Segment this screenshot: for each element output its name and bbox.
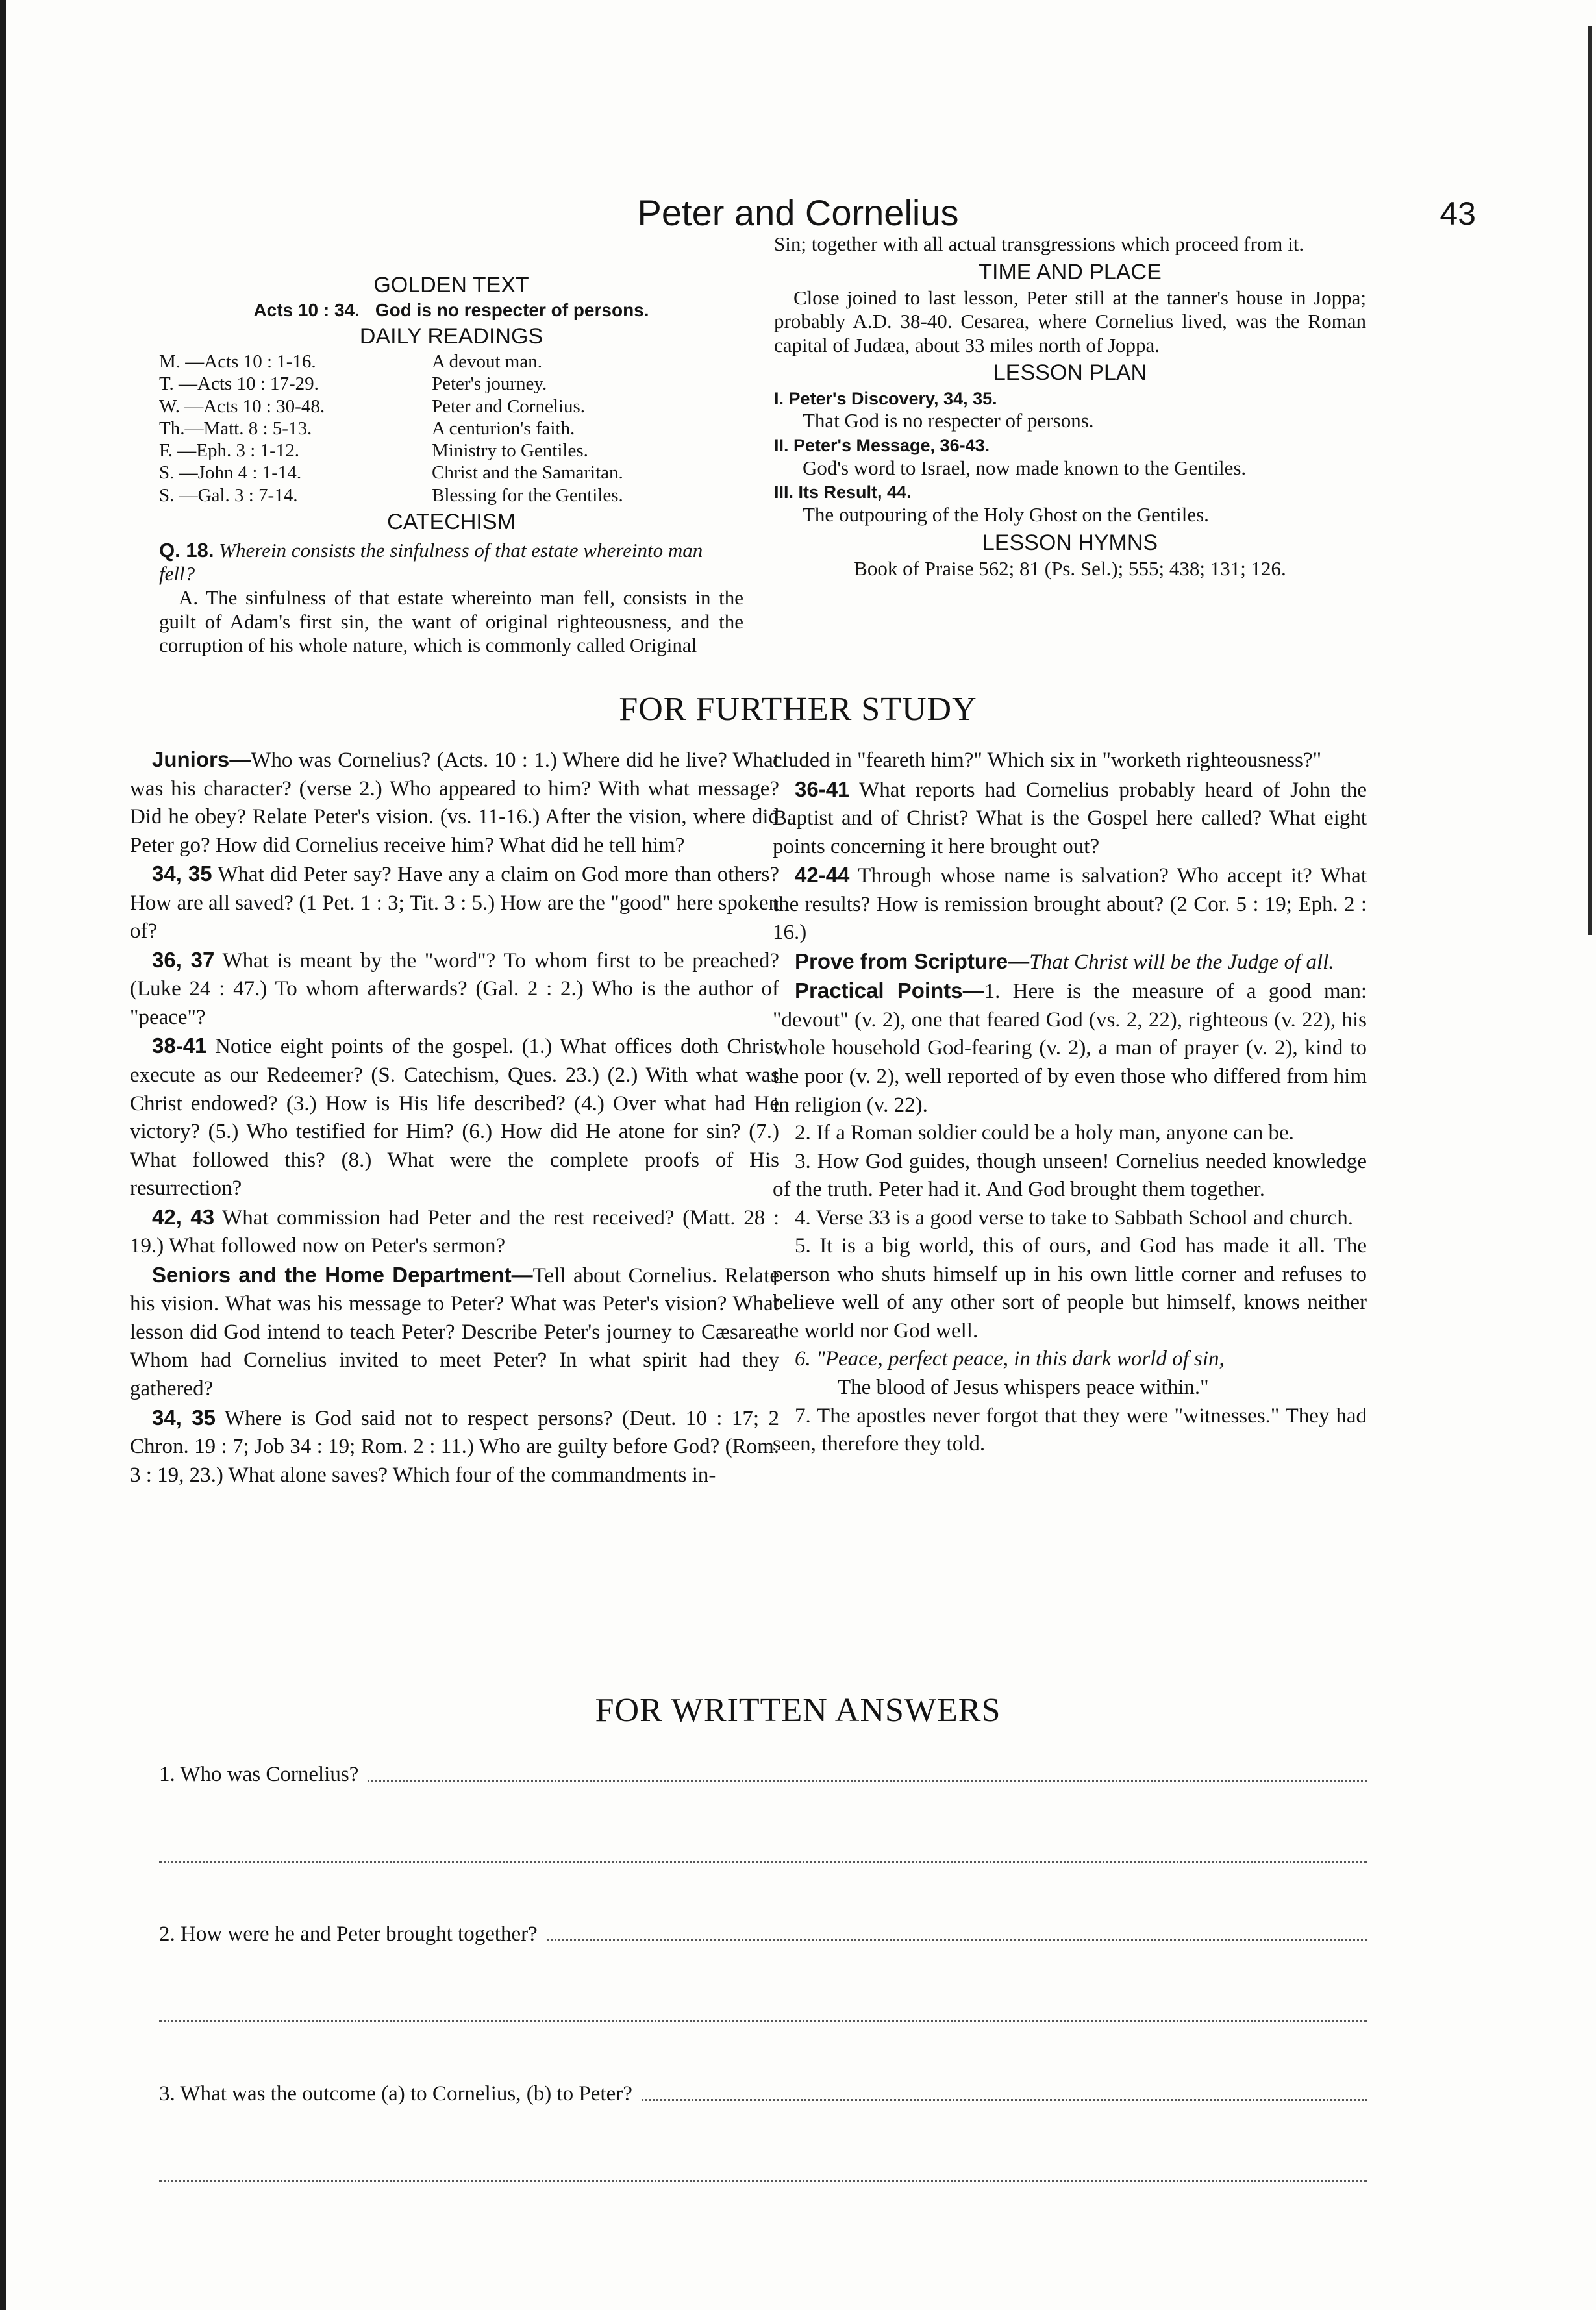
study-paragraph-text: 1. Here is the measure of a good man: "devout" (v. 2), one that feared God (vs. 2, 22), righteous (v. 22), his whole household God-fearing (v. 2), a man of prayer (v. 2), kind to the poor (v. 2), well reported of by even those who differed from him in religion (v. 22). bbox=[773, 980, 1367, 1117]
study-paragraph bbox=[773, 976, 1367, 1119]
golden-text-heading: GOLDEN TEXT bbox=[373, 273, 529, 297]
study-paragraph-text: What reports had Cornelius probably heard of John the Baptist and of Christ? What is the Gospel here called? What eight points concerning it here brought out? bbox=[773, 778, 1367, 858]
golden-text-body: God is no respecter of persons. bbox=[375, 300, 649, 321]
study-paragraph-lead: Practical Points— bbox=[795, 978, 984, 1003]
study-paragraph-text: Notice eight points of the gospel. (1.) What offices doth Christ execute as our Redeemer? (S. Catechism, Ques. 23.) (2.) With what was Christ endowed? (3.) How is His life described? (4.) Over what had He victory? (5.) Who testified for Him? (6.) How did He atone for sin? (7.) What followed this? (8.) What were the complete proofs of His resurrection? bbox=[130, 1035, 779, 1200]
top-right-column bbox=[774, 232, 1366, 581]
catechism-heading: CATECHISM bbox=[387, 509, 516, 534]
study-paragraph bbox=[773, 775, 1367, 862]
reading-day: W. —Acts 10 : 30-48. bbox=[159, 395, 325, 417]
lesson-plan-item-desc: God's word to Israel, now made known to the Gentiles. bbox=[803, 456, 1247, 479]
reading-row bbox=[159, 462, 743, 484]
study-paragraph-ref: 34, 35 bbox=[152, 1405, 216, 1430]
lesson-plan-item-desc: That God is no respecter of persons. bbox=[803, 409, 1094, 432]
daily-readings-heading: DAILY READINGS bbox=[359, 324, 543, 349]
reading-title: Peter and Cornelius. bbox=[432, 395, 585, 417]
study-paragraph-text: Tell about Cornelius. Relate his vision. What was his message to Peter? What was Peter's vision? What lesson did God intend to teach Peter? Describe Peter's journey to Cæsarea. Whom had Cornelius invited to meet Peter? In what spirit had they gathered? bbox=[130, 1263, 779, 1401]
time-place-text: Close joined to last lesson, Peter still at the tanner's house in Joppa; probably A.D. 38-40. Cesarea, where Cornelius lived, was the Roman capital of Judæa, about 33 miles north of Joppa. bbox=[774, 286, 1366, 356]
study-paragraph-ref: 36-41 bbox=[795, 776, 850, 801]
study-paragraph bbox=[773, 1148, 1367, 1204]
study-paragraph bbox=[773, 947, 1367, 977]
reading-title: A centurion's faith. bbox=[432, 417, 575, 439]
study-paragraph-text: Where is God said not to respect persons? (Deut. 10 : 17; 2 Chron. 19 : 7; Job 34 : 19; Rom. 2 : 11.) Who are guilty before God? (Rom. 3 : 19, 23.) What alone saves? Which four of the commandments in- bbox=[130, 1406, 780, 1487]
reading-title: Blessing for the Gentiles. bbox=[432, 484, 623, 506]
lesson-plan-heading: LESSON PLAN bbox=[993, 360, 1147, 386]
catechism-question bbox=[159, 539, 743, 586]
study-paragraph-text: Who was Cornelius? (Acts. 10 : 1.) Where did he live? What was his character? (verse 2.) Who appeared to him? With what message? Did he obey? Relate Peter's vision. (vs. 11-16.) After the vision, where did Peter go? How did Cornelius receive him? What did he tell him? bbox=[130, 749, 779, 857]
lesson-plan-item-desc: The outpouring of the Holy Ghost on the Gentiles. bbox=[803, 503, 1209, 527]
golden-text bbox=[159, 299, 743, 321]
study-paragraph-text: The blood of Jesus whispers peace within." bbox=[838, 1376, 1209, 1400]
reading-row bbox=[159, 351, 743, 373]
study-paragraph-text: Through whose name is salvation? Who accept it? What the results? How is remission brought about? (2 Cor. 5 : 19; Eph. 2 : 16.) bbox=[773, 864, 1367, 945]
catechism-q-label: Q. 18. bbox=[159, 538, 214, 562]
lesson-hymns-text: Book of Praise 562; 81 (Ps. Sel.); 555; 438; 131; 126. bbox=[854, 556, 1286, 580]
answer-line[interactable] bbox=[159, 2166, 1367, 2182]
study-paragraph bbox=[130, 860, 779, 946]
study-paragraph-text: That Christ will be the Judge of all. bbox=[1029, 950, 1334, 974]
golden-text-reference: Acts 10 : 34. bbox=[253, 300, 360, 321]
written-question-text: 2. How were he and Peter brought together? bbox=[159, 1922, 538, 1946]
page-number: 43 bbox=[1440, 195, 1476, 232]
study-paragraph bbox=[130, 745, 779, 860]
study-paragraph-text: 6. "Peace, perfect peace, in this dark world of sin, bbox=[795, 1347, 1225, 1371]
lesson-plan-item-title: III. Its Result, 44. bbox=[774, 482, 912, 503]
written-answers bbox=[159, 1763, 1367, 2182]
study-paragraph bbox=[130, 1203, 779, 1261]
page-edge-left bbox=[0, 0, 6, 2310]
catechism-answer-continued: Sin; together with all actual transgressions which proceed from it. bbox=[774, 232, 1304, 255]
study-paragraph bbox=[130, 1032, 779, 1202]
further-study-left-column bbox=[130, 745, 779, 1489]
time-place-heading: TIME AND PLACE bbox=[979, 259, 1162, 284]
reading-day: F. —Eph. 3 : 1-12. bbox=[159, 440, 299, 462]
written-question bbox=[159, 1922, 1367, 1946]
reading-title: Christ and the Samaritan. bbox=[432, 462, 623, 484]
written-question bbox=[159, 2082, 1367, 2106]
reading-title: A devout man. bbox=[432, 351, 542, 373]
reading-day: S. —John 4 : 1-14. bbox=[159, 462, 302, 484]
reading-title: Peter's journey. bbox=[432, 373, 547, 395]
answer-line[interactable] bbox=[159, 2006, 1367, 2022]
written-question-text: 1. Who was Cornelius? bbox=[159, 1763, 359, 1786]
study-paragraph-ref: 38-41 bbox=[152, 1034, 207, 1058]
study-paragraph bbox=[773, 1374, 1367, 1402]
page-title: Peter and Cornelius bbox=[637, 192, 959, 233]
study-paragraph-text: What commission had Peter and the rest received? (Matt. 28 : 19.) What followed now on Peter's sermon? bbox=[130, 1206, 779, 1258]
study-paragraph-ref: 36, 37 bbox=[152, 947, 215, 972]
study-paragraph-ref: 42, 43 bbox=[152, 1204, 215, 1229]
written-question-text: 3. What was the outcome (a) to Cornelius, (b) to Peter? bbox=[159, 2082, 632, 2105]
further-study-right-column bbox=[773, 745, 1367, 1459]
study-paragraph-lead: Seniors and the Home Department— bbox=[152, 1262, 533, 1287]
study-paragraph bbox=[773, 1345, 1367, 1374]
study-paragraph bbox=[773, 861, 1367, 947]
study-paragraph-text: 5. It is a big world, this of ours, and God has made it all. The person who shuts himself up in his own little corner and refuses to believe well of any other sort of people but himself, knows neither the world nor God well. bbox=[773, 1234, 1367, 1343]
written-answers-heading: FOR WRITTEN ANSWERS bbox=[595, 1692, 1001, 1729]
study-paragraph bbox=[773, 1232, 1367, 1345]
study-paragraph bbox=[773, 1119, 1367, 1148]
study-paragraph-lead: Juniors— bbox=[152, 747, 251, 771]
study-paragraph-text: 4. Verse 33 is a good verse to take to Sabbath School and church. bbox=[795, 1206, 1353, 1230]
study-paragraph-text: 3. How God guides, though unseen! Cornelius needed knowledge of the truth. Peter had it. And God brought them together. bbox=[773, 1149, 1367, 1202]
answer-line[interactable] bbox=[547, 1925, 1367, 1941]
reading-day: S. —Gal. 3 : 7-14. bbox=[159, 484, 298, 506]
reading-row bbox=[159, 373, 743, 395]
lesson-plan-item-title: I. Peter's Discovery, 34, 35. bbox=[774, 388, 997, 408]
reading-day: Th.—Matt. 8 : 5-13. bbox=[159, 417, 312, 439]
study-paragraph-text: 2. If a Roman soldier could be a holy man, anyone can be. bbox=[795, 1121, 1294, 1145]
page-edge-right bbox=[1588, 26, 1592, 935]
study-paragraph-lead: Prove from Scripture— bbox=[795, 949, 1030, 973]
study-paragraph-text: What is meant by the "word"? To whom first to be preached? (Luke 24 : 47.) To whom afterwards? (Gal. 2 : 2.) Who is the author of "peace"? bbox=[130, 949, 780, 1029]
study-paragraph bbox=[130, 1404, 779, 1490]
reading-day: T. —Acts 10 : 17-29. bbox=[159, 373, 319, 395]
study-paragraph bbox=[773, 1204, 1367, 1233]
reading-title: Ministry to Gentiles. bbox=[432, 440, 588, 462]
study-paragraph-text: 7. The apostles never forgot that they were "witnesses." They had seen, therefore they told. bbox=[773, 1404, 1367, 1456]
study-paragraph-text: cluded in "feareth him?" Which six in "worketh righteousness?" bbox=[773, 749, 1322, 772]
lesson-hymns-heading: LESSON HYMNS bbox=[982, 530, 1158, 555]
answer-line[interactable] bbox=[159, 1846, 1367, 1863]
reading-row bbox=[159, 417, 743, 440]
reading-day: M. —Acts 10 : 1-16. bbox=[159, 351, 316, 373]
reading-row bbox=[159, 440, 743, 462]
study-paragraph bbox=[773, 1402, 1367, 1459]
daily-readings-list bbox=[159, 351, 743, 506]
answer-line[interactable] bbox=[642, 2085, 1367, 2101]
study-paragraph bbox=[130, 946, 779, 1032]
lesson-plan-item-title: II. Peter's Message, 36-43. bbox=[774, 435, 990, 455]
study-paragraph-ref: 34, 35 bbox=[152, 862, 212, 886]
study-paragraph bbox=[773, 745, 1367, 775]
study-paragraph-text: What did Peter say? Have any a claim on God more than others? How are all saved? (1 Pet. 1 : 3; Tit. 3 : 5.) How are the "good" here spoken of? bbox=[130, 863, 779, 943]
catechism-q-text: Wherein consists the sinfulness of that estate whereinto man fell? bbox=[159, 538, 703, 586]
answer-line[interactable] bbox=[368, 1765, 1367, 1782]
top-left-column bbox=[159, 269, 743, 658]
study-paragraph-ref: 42-44 bbox=[795, 863, 850, 888]
catechism-answer: A. The sinfulness of that estate whereinto man fell, consists in the guilt of Adam's first sin, the want of original righteousness, and the corruption of his whole nature, which is commonly called Original bbox=[159, 586, 743, 657]
further-study-heading: FOR FURTHER STUDY bbox=[619, 691, 977, 728]
reading-row bbox=[159, 395, 743, 417]
study-paragraph bbox=[130, 1261, 779, 1404]
reading-row bbox=[159, 484, 743, 506]
written-question bbox=[159, 1763, 1367, 1787]
